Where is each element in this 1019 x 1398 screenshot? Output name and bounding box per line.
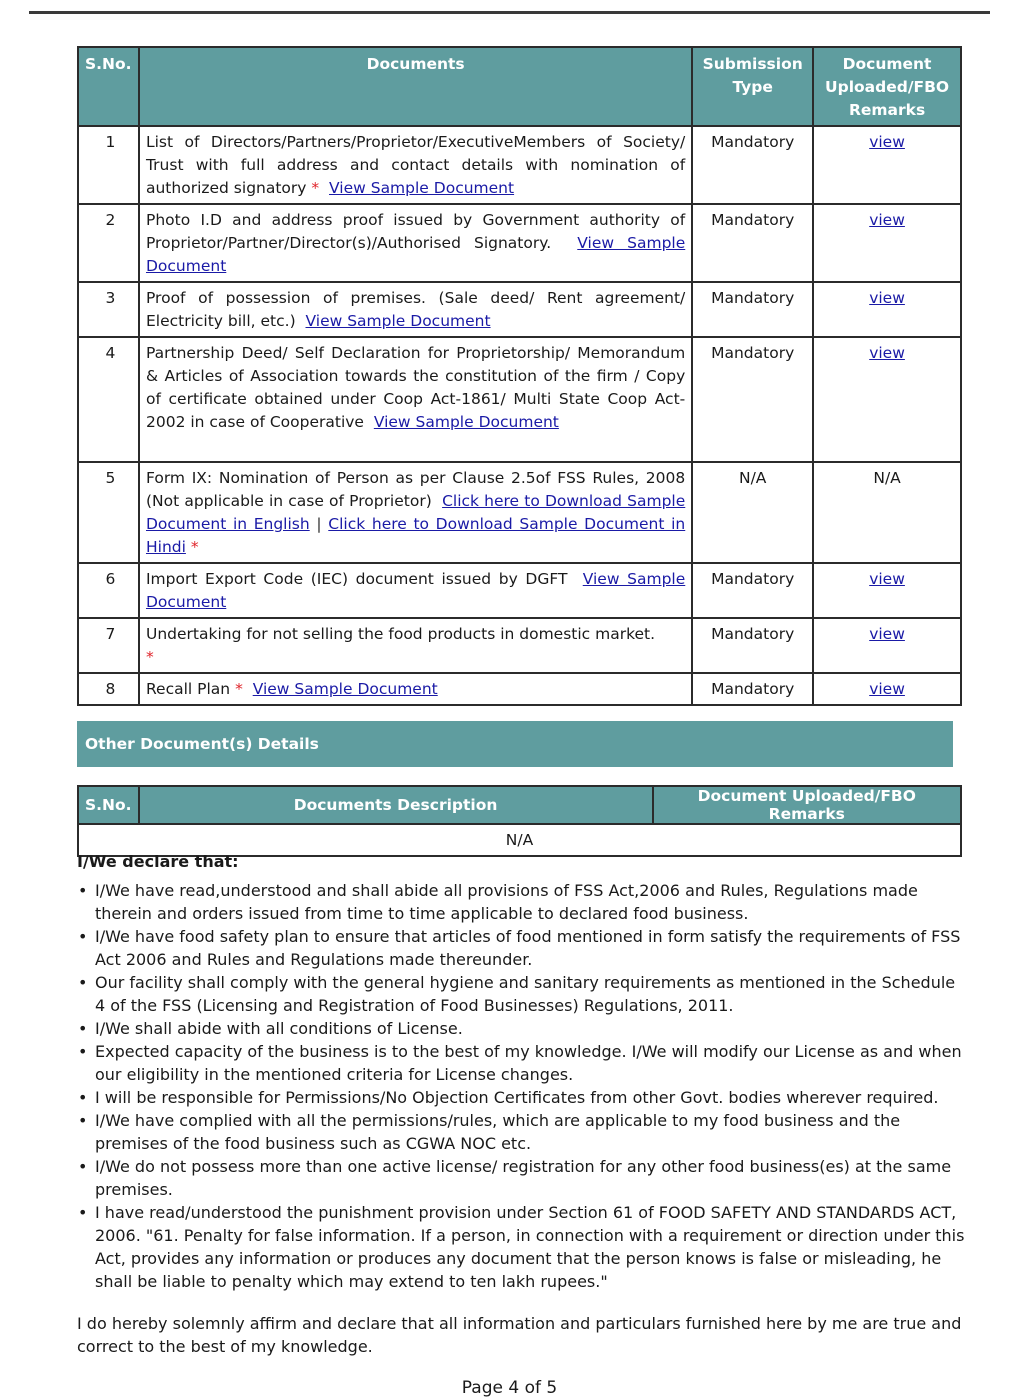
declaration-section: [77, 850, 967, 1358]
required-asterisk: *: [311, 179, 320, 197]
row-remarks: [813, 618, 961, 673]
row-submission-type: Mandatory: [692, 618, 813, 673]
view-sample-document-link[interactable]: View Sample Document: [145, 234, 686, 275]
row-remarks: [813, 282, 961, 337]
view-uploaded-link[interactable]: view: [869, 680, 905, 698]
table-row: [78, 673, 961, 705]
row-remarks: [813, 126, 961, 204]
view-uploaded-link[interactable]: view: [869, 625, 905, 643]
row-submission-type: Mandatory: [692, 204, 813, 282]
view-sample-document-link[interactable]: View Sample Document: [329, 179, 515, 197]
header-sno: S.No.: [78, 786, 139, 824]
documents-table-header: [78, 47, 961, 126]
document-text: Photo I.D and address proof issued by Government authority of Proprietor/Partner/Director(s)/Authorised Signatory.: [145, 211, 686, 252]
header-documents: Documents: [139, 47, 692, 126]
row-description: [139, 673, 692, 705]
declaration-item: • I/We have food safety plan to ensure that articles of food mentioned in form satisfy the requirements of FSS Act 2006 and Rules and Regulations made thereunder.: [95, 925, 967, 971]
table-row: [78, 462, 961, 563]
row-sno: 2: [78, 204, 139, 282]
view-uploaded-link[interactable]: view: [869, 289, 905, 307]
view-sample-document-link[interactable]: View Sample Document: [305, 312, 491, 330]
row-sno: 7: [78, 618, 139, 673]
declaration-item: • I/We shall abide with all conditions of License.: [95, 1017, 967, 1040]
required-asterisk: *: [145, 648, 154, 666]
row-sno: 6: [78, 563, 139, 618]
table-row: [78, 563, 961, 618]
row-submission-type: Mandatory: [692, 673, 813, 705]
declaration-item: • I/We have complied with all the permissions/rules, which are applicable to my food business and the premises of the food business such as CGWA NOC etc.: [95, 1109, 967, 1155]
document-text: Proof of possession of premises. (Sale deed/ Rent agreement/ Electricity bill, etc.): [145, 289, 686, 330]
table-row: [78, 282, 961, 337]
row-submission-type: Mandatory: [692, 563, 813, 618]
row-description: [139, 126, 692, 204]
required-asterisk: *: [190, 538, 199, 556]
header-submission-type: Submission Type: [692, 47, 813, 126]
row-remarks: [813, 563, 961, 618]
header-remarks: Document Uploaded/FBO Remarks: [813, 47, 961, 126]
other-documents-header: [78, 786, 961, 824]
declaration-item: • I have read/understood the punishment provision under Section 61 of FOOD SAFETY AND STANDARDS ACT, 2006. "61. Penalty for false information. If a person, in connection with a requirement or direction under this Act, provides any information or produces any document that the person knows is false or misleading, he shall be liable to penalty which may extend to ten lakh rupees.": [95, 1201, 967, 1293]
document-text: Import Export Code (IEC) document issued by DGFT: [145, 570, 568, 588]
view-sample-document-link[interactable]: View Sample Document: [373, 413, 559, 431]
other-documents-section-title: Other Document(s) Details: [77, 721, 953, 767]
document-text: List of Directors/Partners/Proprietor/ExecutiveMembers of Society/ Trust with full address and contact details with nomination of authorized signatory: [145, 133, 686, 197]
declaration-item: • I will be responsible for Permissions/No Objection Certificates from other Govt. bodies wherever required.: [95, 1086, 967, 1109]
table-row: [78, 204, 961, 282]
row-submission-type: Mandatory: [692, 282, 813, 337]
declaration-list: [77, 879, 967, 1293]
document-text: Form IX: Nomination of Person as per Clause 2.5of FSS Rules, 2008 (Not applicable in case of Proprietor): [145, 469, 686, 510]
link-separator: |: [316, 515, 322, 533]
page-number: Page 4 of 5: [461, 1378, 558, 1398]
declaration-item: • Our facility shall comply with the general hygiene and sanitary requirements as mentioned in the Schedule 4 of the FSS (Licensing and Registration of Food Businesses) Regulations, 2011.: [95, 971, 967, 1017]
download-sample-english-link[interactable]: Click here to Download Sample Document in English: [145, 492, 686, 533]
header-documents-description: Documents Description: [139, 786, 653, 824]
document-text: Undertaking for not selling the food products in domestic market.: [145, 625, 656, 643]
view-uploaded-link[interactable]: view: [869, 344, 905, 362]
declaration-item: • I/We do not possess more than one active license/ registration for any other food business(es) at the same premises.: [95, 1155, 967, 1201]
row-remarks: [813, 337, 961, 462]
row-sno: 4: [78, 337, 139, 462]
table-row: [78, 337, 961, 462]
declaration-item: • Expected capacity of the business is to the best of my knowledge. I/We will modify our License as and when our eligibility in the mentioned criteria for License changes.: [95, 1040, 967, 1086]
view-uploaded-link[interactable]: view: [869, 211, 905, 229]
row-sno: 5: [78, 462, 139, 563]
row-sno: 1: [78, 126, 139, 204]
row-description: [139, 618, 692, 673]
view-uploaded-link[interactable]: view: [869, 570, 905, 588]
required-asterisk: *: [235, 680, 243, 698]
download-sample-hindi-link[interactable]: Click here to Download Sample Document in Hindi: [145, 515, 686, 556]
header-remarks: Document Uploaded/FBO Remarks: [653, 786, 961, 824]
document-text: Recall Plan: [145, 680, 231, 698]
declaration-item: • I/We have read,understood and shall abide all provisions of FSS Act,2006 and Rules, Regulations made therein and orders issued from time to time applicable to declared food business.: [95, 879, 967, 925]
view-sample-document-link[interactable]: View Sample Document: [145, 570, 686, 611]
top-divider: [29, 11, 990, 14]
other-documents-table: [77, 785, 962, 857]
row-description: [139, 563, 692, 618]
row-submission-type: Mandatory: [692, 337, 813, 462]
header-sno: S.No.: [78, 47, 139, 126]
table-row: [78, 126, 961, 204]
empty-value: N/A: [78, 824, 961, 856]
affirmation-text: I do hereby solemnly affirm and declare that all information and particulars furnished here by me are true and correct to the best of my knowledge.: [77, 1314, 962, 1356]
row-submission-type: Mandatory: [692, 126, 813, 204]
row-description: [139, 204, 692, 282]
row-remarks: N/A: [813, 462, 961, 563]
view-uploaded-link[interactable]: view: [869, 133, 905, 151]
row-sno: 8: [78, 673, 139, 705]
declaration-title: I/We declare that:: [77, 852, 239, 871]
row-sno: 3: [78, 282, 139, 337]
row-remarks: [813, 673, 961, 705]
documents-table: [77, 46, 962, 706]
row-submission-type: N/A: [692, 462, 813, 563]
view-sample-document-link[interactable]: View Sample Document: [252, 680, 438, 698]
table-row: [78, 618, 961, 673]
row-remarks: [813, 204, 961, 282]
row-description: [139, 462, 692, 563]
row-description: [139, 337, 692, 462]
row-description: [139, 282, 692, 337]
document-text: Partnership Deed/ Self Declaration for Proprietorship/ Memorandum & Articles of Association towards the constitution of the firm / Copy of certificate obtained under Coop Act-1861/ Multi State Coop Act-2002 in case of Cooperative: [145, 344, 686, 431]
